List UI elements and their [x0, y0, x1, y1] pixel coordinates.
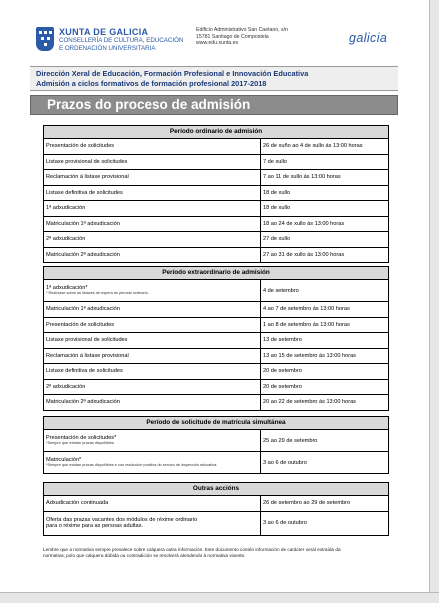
page-title: Prazos do proceso de admisión: [30, 95, 398, 115]
table-body: [44, 496, 388, 535]
table-body: [44, 139, 388, 262]
table-row: [44, 169, 388, 185]
org-name-line-2: CONSELLERÍA DE CULTURA, EDUCACIÓN: [59, 37, 184, 44]
row-date: 3 ao 6 de outubro: [263, 459, 307, 466]
row-label: 2ª adxudicación: [46, 236, 86, 243]
table-row: [44, 496, 388, 511]
footnote: [43, 547, 389, 560]
row-date: 13 ao 15 de setembro ás 13:00 horas: [263, 352, 356, 359]
table-extraordinary-period: [43, 266, 389, 411]
table-row: [44, 317, 388, 333]
row-date: 4 ao 7 de setembro ás 13:00 horas: [263, 306, 350, 313]
table-row: [44, 363, 388, 379]
row-label: Listaxe definitiva de solicitudes: [46, 189, 123, 196]
row-label: Matriculación 1ª adxudicación: [46, 220, 120, 227]
table-row: [44, 185, 388, 201]
table-header: Outras accións: [44, 483, 388, 496]
table-header: Período de solicitude de matrícula simultánea: [44, 417, 388, 430]
row-date: 13 de setembro: [263, 337, 302, 344]
row-date: 26 de xuño ao 4 de xullo ás 13:00 horas: [263, 143, 363, 150]
table-row: [44, 348, 388, 364]
row-date: 26 de setembro ao 29 de setembro: [263, 500, 351, 507]
table-row: [44, 280, 388, 301]
table-row: [44, 332, 388, 348]
viewer-right-edge: [429, 0, 439, 603]
organization-name: [59, 27, 183, 52]
row-date: 25 ao 29 de setembro: [263, 437, 318, 444]
row-date: 20 ao 22 de setembro ás 13:00 horas: [263, 399, 356, 406]
row-date: 7 de xullo: [263, 158, 287, 165]
row-label: Listaxe definitiva de solicitudes: [46, 368, 123, 375]
row-label: Matriculación 2ª adxudicación: [46, 251, 120, 258]
table-row: [44, 511, 388, 535]
row-label: Matriculación*: [46, 457, 82, 464]
address-line-1: Edificio Administrativo San Caetano, s/n: [196, 27, 288, 33]
table-row: [44, 231, 388, 247]
table-header: Período extraordinario de admisión: [44, 267, 388, 280]
row-date: 3 ao 6 de outubro: [263, 520, 307, 526]
row-date: 20 de setembro: [263, 368, 302, 375]
table-row: [44, 451, 388, 473]
row-label: Reclamación á listaxe provisional: [46, 352, 129, 359]
row-label: Reclamación á listaxe provisional: [46, 174, 129, 181]
row-date: 7 ao 11 de xullo ás 13:00 horas: [263, 174, 341, 181]
table-row: [44, 430, 388, 451]
row-date: 20 de setembro: [263, 383, 302, 390]
row-date: 18 ao 24 de xullo ás 13:00 horas: [263, 220, 345, 227]
row-label: Presentación de solicitudes*: [46, 435, 117, 442]
footnote-line-2: normativa, polo que calquera dúbida ou contradición se resolverá atendendo á normativa vixente.: [43, 553, 246, 559]
table-row: [44, 216, 388, 232]
row-date: 18 de xullo: [263, 189, 291, 196]
row-note: *Sempre que existan prazas dispoñibles.: [46, 441, 115, 446]
table-row: [44, 154, 388, 170]
galicia-brand-logo: galicia: [349, 31, 388, 45]
row-date: 27 ao 31 de xullo ás 13:00 horas: [263, 251, 345, 258]
table-row: [44, 301, 388, 317]
table-row: [44, 247, 388, 263]
table-row: [44, 394, 388, 410]
viewer-bottom-edge: [0, 592, 439, 603]
table-body: [44, 280, 388, 410]
admission-subtitle: Admisión a ciclos formativos de formación profesional 2017-2018: [36, 79, 267, 88]
org-name-line-1: XUNTA DE GALICIA: [59, 27, 149, 37]
row-date: 18 de xullo: [263, 205, 291, 212]
org-name-line-3: E ORDENACIÓN UNIVERSITARIA: [59, 44, 156, 52]
row-label: Adxudicación continuada: [46, 500, 109, 507]
row-label-continued: para o réxime para as persoas adultas.: [46, 523, 144, 529]
row-note: * Realízase sobre as listaxes de espera do período ordinario.: [46, 291, 149, 296]
table-body: [44, 430, 388, 473]
address-block: [196, 27, 288, 47]
row-label: Listaxe provisional de solicitudes: [46, 337, 128, 344]
row-label: Matriculación 2ª adxudicación: [46, 399, 120, 406]
xunta-shield-logo-icon: [36, 27, 54, 51]
table-simultaneous-enrolment: [43, 416, 389, 474]
row-date: 1 ao 8 de setembro ás 13:00 horas: [263, 321, 350, 328]
row-label: Presentación de solicitudes: [46, 143, 115, 150]
row-label: Matriculación 1ª adxudicación: [46, 306, 120, 313]
directorate-title: Dirección Xeral de Educación, Formación Profesional e Innovación Educativa: [36, 69, 309, 78]
table-other-actions: [43, 482, 389, 536]
address-line-2: 15781 Santiago de Compostela: [196, 33, 269, 40]
table-ordinary-period: [43, 125, 389, 263]
table-header: Período ordinario de admisión: [44, 126, 388, 139]
row-label: Presentación de solicitudes: [46, 321, 115, 328]
directorate-band: [30, 66, 398, 91]
row-label: Oferta das prazas vacantes dos módulos de réxime ordinario: [46, 517, 198, 523]
row-label: 2ª adxudicación: [46, 383, 86, 390]
row-date: 27 de xullo: [263, 236, 291, 243]
row-date: 4 de setembro: [263, 287, 299, 294]
table-row: [44, 200, 388, 216]
row-label: 1ª adxudicación*: [46, 285, 88, 292]
footnote-line-1: Lembre que a normativa sempre prevalece sobre calquera outra información. Este documento contén información de carácter xeral extraída da: [43, 547, 341, 552]
row-note: *Sempre que existan prazas dispoñibles e con resolución positiva do servizo de inspección educativa.: [46, 463, 218, 468]
address-website: www.edu.xunta.es: [196, 40, 239, 47]
row-label: 1ª adxudicación: [46, 205, 86, 212]
table-row: [44, 379, 388, 395]
table-row: [44, 139, 388, 154]
row-label: Listaxe provisional de solicitudes: [46, 158, 128, 165]
